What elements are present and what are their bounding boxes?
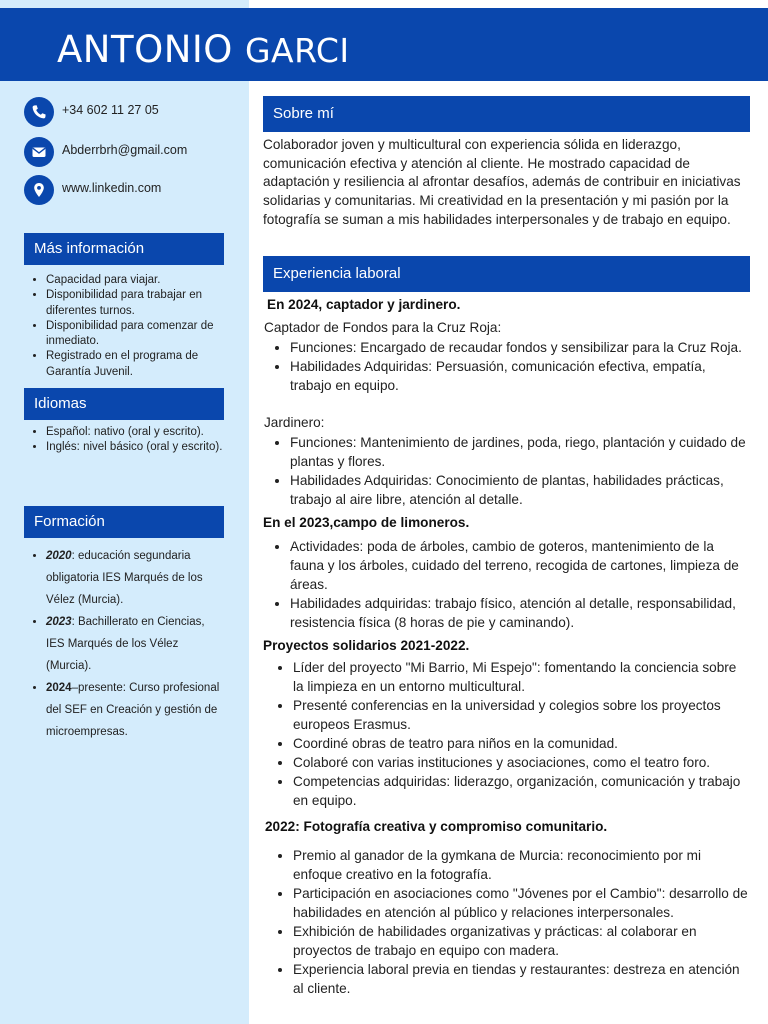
- list-item: • Capacidad para viajar.: [46, 273, 224, 288]
- list-item: • Disponibilidad para trabajar en diferentes turnos.: [46, 288, 224, 319]
- education-text: : Bachillerato en Ciencias, IES Marqués de los Vélez (Murcia).: [46, 616, 205, 672]
- list-item: [46, 545, 224, 611]
- languages-list: [24, 425, 224, 456]
- email-address: Abderrbrh@gmail.com: [62, 143, 188, 157]
- phone-icon: [24, 97, 54, 127]
- location-icon: [24, 175, 54, 205]
- more-info-list: [24, 273, 224, 380]
- education-list: [24, 545, 224, 743]
- list-item: • Habilidades Adquiridas: Conocimiento de plantas, habilidades prácticas, trabajo al aire libre, atención al detalle.: [290, 471, 750, 509]
- list-item: • Habilidades Adquiridas: Persuasión, comunicación efectiva, empatía, trabajo en equipo.: [290, 357, 750, 395]
- list-item: • Líder del proyecto "Mi Barrio, Mi Espejo": fomentando la conciencia sobre la limpieza en un entorno multicultural.: [293, 658, 750, 696]
- linkedin-url: www.linkedin.com: [62, 181, 162, 195]
- list-item: • Experiencia laboral previa en tiendas y restaurantes: destreza en atención al cliente.: [293, 960, 750, 998]
- photo-title: 2022: Fotografía creativa y compromiso comunitario.: [265, 819, 608, 834]
- projects-list: [267, 658, 750, 810]
- page-title: [57, 28, 350, 71]
- education-text: : educación segundaria obligatoria IES Marqués de los Vélez (Murcia).: [46, 550, 203, 606]
- list-item: • Participación en asociaciones como "Jóvenes por el Cambio": desarrollo de habilidades en atención al público y relaciones interpersonales.: [293, 884, 750, 922]
- list-item: [46, 677, 224, 743]
- job-duties-list: [264, 537, 750, 632]
- education-year: 2024: [46, 682, 72, 694]
- about-heading: Sobre mí: [263, 96, 750, 132]
- job-title: En el 2023,campo de limoneros.: [263, 515, 470, 530]
- projects-title: Proyectos solidarios 2021-2022.: [263, 638, 470, 653]
- list-item: • Coordiné obras de teatro para niños en la comunidad.: [293, 734, 750, 753]
- last-name: GARCI: [244, 31, 350, 70]
- job-duties-list: [264, 433, 750, 509]
- more-info-heading: Más información: [24, 233, 224, 265]
- list-item: [46, 611, 224, 677]
- email-icon: [24, 137, 54, 167]
- job-subtitle: Jardinero:: [264, 415, 325, 430]
- list-item: • Disponibilidad para comenzar de inmediato.: [46, 319, 224, 350]
- about-text: Colaborador joven y multicultural con experiencia sólida en liderazgo, comunicación efectiva y atención al cliente. He mostrado capacidad de adaptación y resiliencia al afrontar desafíos, además de contribuir en iniciativas solidarias y comunitarias. Mi creatividad en la presentación y mi pasión por la fotografía se suman a mis habilidades interpersonales y de trabajo en equipo.: [263, 137, 741, 227]
- phone-number: +34 602 11 27 05: [62, 103, 159, 117]
- list-item: • Español: nativo (oral y escrito).: [46, 425, 224, 440]
- languages-heading: Idiomas: [24, 388, 224, 420]
- list-item: • Inglés: nivel básico (oral y escrito).: [46, 440, 224, 455]
- list-item: • Exhibición de habilidades organizativas y prácticas: al colaborar en proyectos de trabajo en equipo con madera.: [293, 922, 750, 960]
- first-name: ANTONIO: [57, 28, 233, 71]
- list-item: • Funciones: Encargado de recaudar fondos y sensibilizar para la Cruz Roja.: [290, 338, 750, 357]
- education-year: 2023: [46, 616, 72, 628]
- experience-heading: Experiencia laboral: [263, 256, 750, 292]
- education-year: 2020: [46, 550, 72, 562]
- list-item: • Competencias adquiridas: liderazgo, organización, comunicación y trabajo en equipo.: [293, 772, 750, 810]
- job-title: En 2024, captador y jardinero.: [267, 297, 461, 312]
- job-subtitle: Captador de Fondos para la Cruz Roja:: [264, 320, 502, 335]
- photo-list: [267, 846, 750, 998]
- list-item: • Colaboré con varias instituciones y asociaciones, como el teatro foro.: [293, 753, 750, 772]
- list-item: • Premio al ganador de la gymkana de Murcia: reconocimiento por mi enfoque creativo en la fotografía.: [293, 846, 750, 884]
- list-item: • Registrado en el programa de Garantía Juvenil.: [46, 349, 224, 380]
- list-item: • Funciones: Mantenimiento de jardines, poda, riego, plantación y cuidado de plantas y flores.: [290, 433, 750, 471]
- list-item: • Presenté conferencias en la universidad y colegios sobre los proyectos europeos Erasmus.: [293, 696, 750, 734]
- header-banner: [0, 8, 768, 81]
- education-heading: Formación: [24, 506, 224, 538]
- education-text: –presente: Curso profesional del SEF en Creación y gestión de microempresas.: [46, 682, 220, 738]
- job-duties-list: [264, 338, 750, 395]
- list-item: • Habilidades adquiridas: trabajo físico, atención al detalle, responsabilidad, resistencia física (8 horas de pie y caminando).: [290, 594, 750, 632]
- list-item: • Actividades: poda de árboles, cambio de goteros, mantenimiento de la fauna y los árboles, cuidado del terreno, recogida de cartones, limpieza de áreas.: [290, 537, 750, 594]
